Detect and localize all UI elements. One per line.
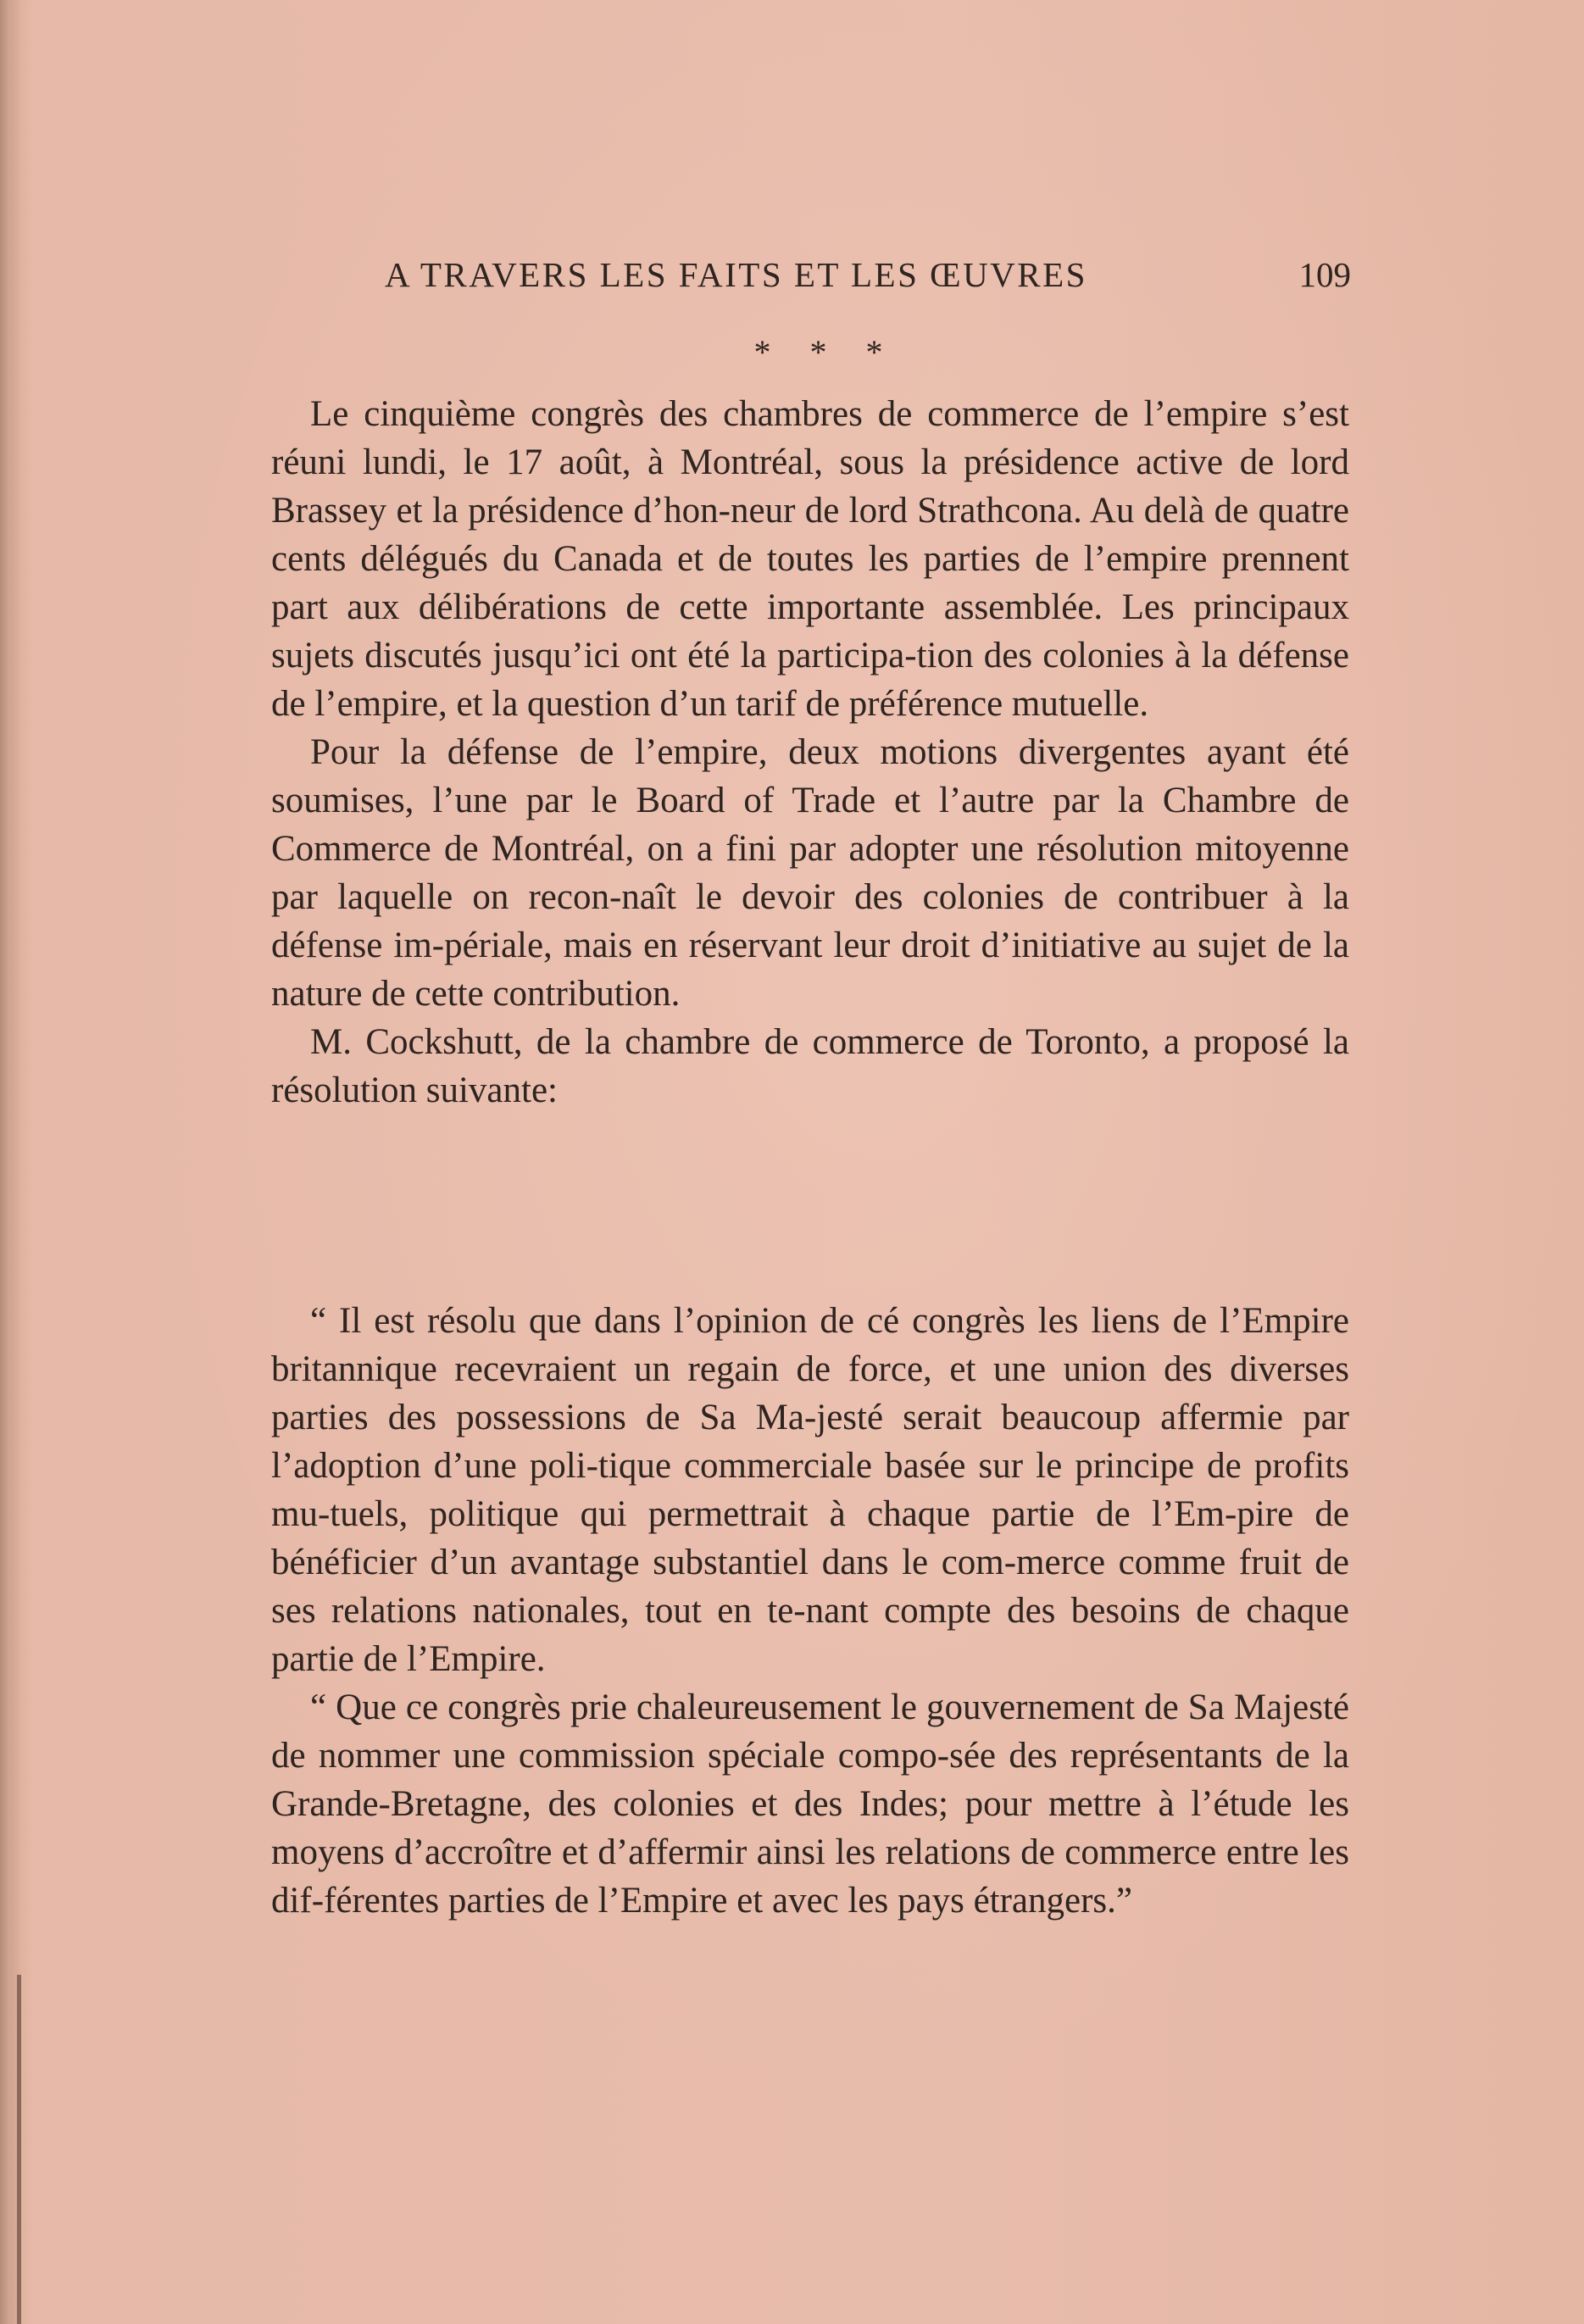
running-title: A TRAVERS LES FAITS ET LES ŒUVRES xyxy=(385,255,1087,294)
quoted-resolution xyxy=(271,1297,1349,1925)
page-number: 109 xyxy=(1298,255,1351,294)
binding-stitch-line xyxy=(17,1975,21,2324)
paragraph-cockshutt: M. Cockshutt, de la chambre de commerce de Toronto, a proposé la résolution suivante: xyxy=(271,1022,1349,1110)
paragraph-congress: Le cinquième congrès des chambres de commerce de l’empire s’est réuni lundi, le 17 août, à Montréal, sous la présidence active de lord Brassey et la présidence d’hon-neur de lord Strathcona. Au delà de quatre cents délégués du Canada et de toutes les parties de l’empire prennent part aux délibérations de cette importante assemblée. Les principaux sujets discutés jusqu’ici ont été la participa-tion des colonies à la défense de l’empire, et la question d’un tarif de préférence mutuelle. xyxy=(271,394,1349,724)
paragraph-defense: Pour la défense de l’empire, deux motions divergentes ayant été soumises, l’une par le Board of Trade et l’autre par la Chambre de Commerce de Montréal, on a fini par adopter une résolution mitoyenne par laquelle on recon-naît le devoir des colonies de contribuer à la défense im-périale, mais en réservant leur droit d’initiative au sujet de la nature de cette contribution. xyxy=(271,732,1349,1014)
running-head xyxy=(385,254,1351,305)
quote-paragraph-commission: “ Que ce congrès prie chaleureusement le gouvernement de Sa Majesté de nommer une commission spéciale compo-sée des représentants de la Grande-Bretagne, des colonies et des Indes; pour mettre à l’étude les moyens d’accroître et d’affermir ainsi les relations de commerce entre les dif-férentes parties de l’Empire et avec les pays étrangers.” xyxy=(271,1687,1349,1921)
main-text xyxy=(271,390,1349,1115)
quote-paragraph-resolved: “ Il est résolu que dans l’opinion de cé congrès les liens de l’Empire britannique recevraient un regain de force, et une union des diverses parties des possessions de Sa Ma-jesté serait beaucoup affermie par l’adoption d’une poli-tique commerciale basée sur le principe de profits mu-tuels, politique qui permettrait à chaque partie de l’Em-pire de bénéficier d’un avantage substantiel dans le com-merce comme fruit de ses relations nationales, tout en te-nant compte des besoins de chaque partie de l’Empire. xyxy=(271,1301,1349,1679)
section-separator: * * * xyxy=(753,333,898,371)
